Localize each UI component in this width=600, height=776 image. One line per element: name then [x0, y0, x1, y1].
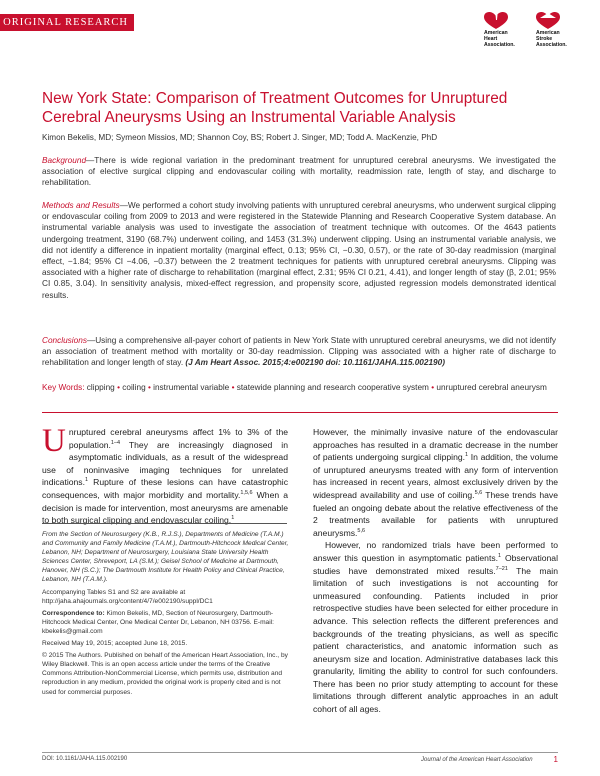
asa-logo-text: American Stroke Association. [536, 30, 567, 48]
page-number: 1 [553, 755, 558, 764]
body-left-column: Unruptured cerebral aneurysms affect 1% to 3% of the population.$^{1-4}$ They are increasingly diagnosed in asymptomatic individuals, as a result of the widespread use of noninvasive imaging techniques for unrelated indications.$^1$ Rupture of these lesions can have catastrophic consequences, with major morbidity and mortality.$^{1,5,6}$ When a decision is made for intervention, most aneurysms are amenable to both surgical clipping and endovascular coiling.$^1$ [42, 423, 288, 526]
citation: (J Am Heart Assoc. 2015;4:e002190 doi: 10.1161/JAHA.115.002190) [185, 358, 445, 368]
footer-journal: Journal of the American Heart Association [421, 757, 533, 763]
body-right-column: However, the minimally invasive nature of the endovascular approaches has resulted in a dramatic decrease in the number of patients undergoing surgical clipping.$^1$ In addition, the volume of unruptured aneurysms treated with any form of intervention has increased in recent years, almost exclusively driven by the widespread availability and use of coiling.$^{5,6}$ These trends have fueled an ongoing debate about the relative effectiveness of the 2 treatments available for patients with unruptured aneurysms.$^{5,6}$ However, no randomized trials have been performed to answer this question in asymptomatic patients.$^1$ Observational studies have demonstrated mixed results.$^{7-21}$ The main limitation of such investigations is not accounting for unmeasured confounding. Patients included in prior retrospective studies have been selected for either procedure in advance. This selection reflects the different preferences and backgrounds of the treating physicians, as well as specific patient characteristics, and anatomic information such as aneurysm size and location. Administrative databases lack this granularity, limiting the ability to control for such confounders. There has been no prior study attempting to account for these limitations through different analytic approaches in an adult cohort of all ages. [313, 427, 559, 715]
footnotes [42, 530, 290, 700]
footer-doi: DOI: 10.1161/JAHA.115.002190 [42, 756, 128, 762]
abstract-conclusions: Conclusions—Using a comprehensive all-payer cohort of patients in New York State with unruptured cerebral aneurysms, we did not identify an association of treatment method with mortality or 30-day readmission. Clipping was associated with a higher rate of discharge to rehabilitation and longer length of stay. (J Am Heart Assoc. 2015;4:e002190 doi: 10.1161/JAHA.115.002190) [42, 336, 556, 368]
page-footer [42, 752, 558, 762]
correspondence: Correspondence to: Kimon Bekelis, MD, Section of Neurosurgery, Dartmouth-Hitchcock Medical Center, One Medical Center Dr, Lebanon, NH 03756. E-mail: kbekelis@gmail.com [42, 609, 274, 635]
article-title: New York State: Comparison of Treatment Outcomes for Unruptured Cerebral Aneurysms Using an Instrumental Variable Analysis [42, 90, 508, 126]
drop-cap: U [42, 423, 66, 459]
heart-torch-icon [478, 6, 584, 30]
keywords: Key Words: clipping • coiling • instrumental variable • statewide planning and research cooperative system • unruptured cerebral aneurysm [42, 383, 547, 392]
aha-asa-logo [478, 6, 584, 50]
dates: Received May 19, 2015; accepted June 18, 2015. [42, 640, 188, 648]
affiliations: From the Section of Neurosurgery (K.B., R.J.S.), Departments of Medicine (T.A.M.) and Community and Family Medicine (T.A.M.), Dartmouth-Hitchcock Medical Center, Lebanon, NH; Department of Neurosurgery, Louisiana State University Health Sciences Center, Shreveport, LA (S.M.); Geisel School of Medicine at Dartmouth, Hanover, NH (S.C.); The Dartmouth Institute for Health Policy and Clinical Practice, Lebanon, NH (T.A.M.). [42, 531, 289, 584]
copyright: © 2015 The Authors. Published on behalf of the American Heart Association, Inc., by Wiley Blackwell. This is an open access article under the terms of the Creative Commons Attribution-NonCommercial License, which permits use, distribution and reproduction in any medium, provided the original work is properly cited and is not used for commercial purposes. [42, 652, 288, 696]
footnote-divider [42, 523, 287, 524]
section-tag: ORIGINAL RESEARCH [0, 14, 134, 31]
supplement-note: Accompanying Tables S1 and S2 are available at http://jaha.ahajournals.org/content/4/7/e002190/suppl/DC1 [42, 588, 213, 605]
section-divider [42, 412, 558, 413]
author-list: Kimon Bekelis, MD; Symeon Missios, MD; Shannon Coy, BS; Robert J. Singer, MD; Todd A. MacKenzie, PhD [42, 133, 438, 142]
aha-logo-text: American Heart Association. [484, 30, 515, 48]
abstract-methods: Methods and Results—We performed a cohort study involving patients with unruptured cerebral aneurysms, who underwent surgical clipping or endovascular coiling from 2009 to 2013 and were registered in the Statewide Planning and Research Cooperative System database. An instrumental variable analysis was used to investigate the association of treatment technique with outcomes. Of the 4643 patients undergoing treatment, 3190 (68.7%) underwent coiling, and 1453 (31.3%) underwent clipping. Using an instrumental variable analysis, we did not identify a difference in inpatient mortality (marginal effect, 0.13; 95% CI, −0.30, 0.57), or the rate of 30-day readmission (marginal effect, −1.84; 95% CI −4.06, −0.37) between the 2 treatment techniques for patients with unruptured cerebral aneurysms. Clipping was associated with a higher rate of discharge to rehabilitation (marginal effect, 2.31; 95% CI 0.21, 4.41), and longer length of stay (β, 2.01; 95% CI 0.85, 3.04). In sensitivity analysis, mixed-effect regression, and propensity score, adjusted regression models demonstrated identical results. [42, 201, 556, 300]
abstract-background: Background—There is wide regional variation in the predominant treatment for unruptured cerebral aneurysms. We investigated the association of elective surgical clipping and endovascular coiling with mortality, readmission rate, length of stay, and discharge to rehabilitation. [42, 156, 556, 188]
